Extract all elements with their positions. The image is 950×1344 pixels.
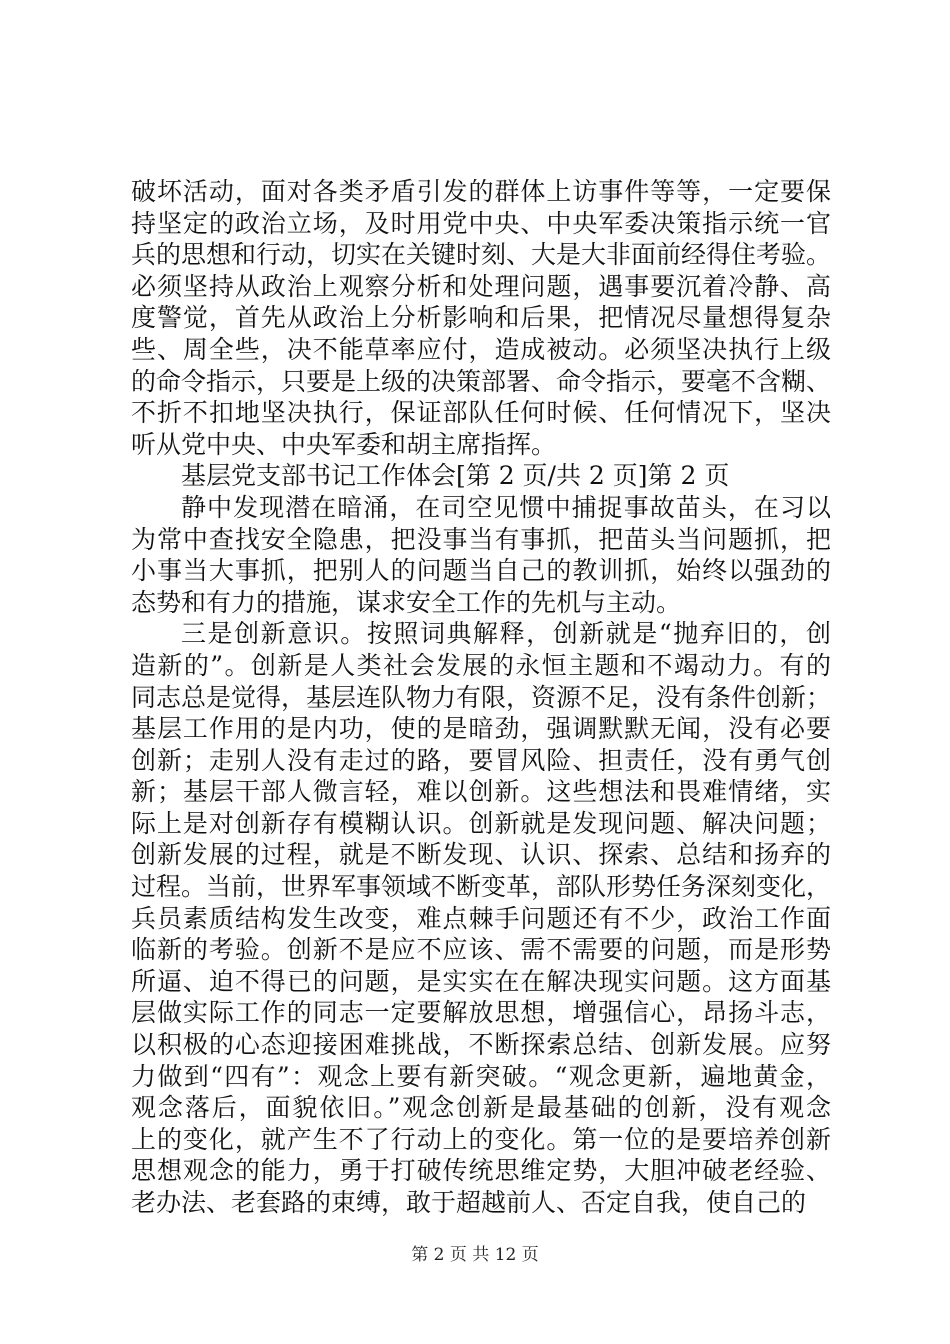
document-body xyxy=(131,176,831,1219)
text-line: 兵员素质结构发生改变，难点棘手问题还有不少，政治工作面 xyxy=(131,903,831,933)
text-line: 创新；走别人没有走过的路，要冒风险、担责任，没有勇气创 xyxy=(131,745,831,775)
text-line: 老办法、老套路的束缚，敢于超越前人、否定自我，使自己的 xyxy=(131,1188,807,1217)
text-line: 静中发现潜在暗涌，在司空见惯中捕捉事故苗头，在习以 xyxy=(181,492,831,522)
text-line: 的命令指示，只要是上级的决策部署、命令指示，要毫不含糊、 xyxy=(131,366,832,396)
text-line: 三是创新意识。按照词典解释，创新就是“抛弃旧的，创 xyxy=(181,619,831,649)
text-line: 造新的”。创新是人类社会发展的永恒主题和不竭动力。有的 xyxy=(131,650,831,680)
text-line: 听从党中央、中央军委和胡主席指挥。 xyxy=(131,429,557,459)
text-line: 所逼、迫不得已的问题，是实实在在解决现实问题。这方面基 xyxy=(131,966,831,996)
text-line: 些、周全些，决不能草率应付，造成被动。必须坚决执行上级 xyxy=(131,334,831,364)
text-line: 上的变化，就产生不了行动上的变化。第一位的是要培养创新 xyxy=(131,1124,831,1154)
text-line: 度警觉，首先从政治上分析影响和后果，把情况尽量想得复杂 xyxy=(131,303,831,333)
text-line: 必须坚持从政治上观察分析和处理问题，遇事要沉着冷静、高 xyxy=(131,271,831,301)
text-line: 临新的考验。创新不是应不应该、需不需要的问题，而是形势 xyxy=(131,935,831,965)
text-line: 新；基层干部人微言轻，难以创新。这些想法和畏难情绪，实 xyxy=(131,777,831,807)
text-line: 兵的思想和行动，切实在关键时刻、大是大非面前经得住考验。 xyxy=(131,240,832,270)
text-line: 际上是对创新存有模糊认识。创新就是发现问题、解决问题； xyxy=(131,808,831,838)
text-line: 持坚定的政治立场，及时用党中央、中央军委决策指示统一官 xyxy=(131,208,831,238)
text-line: 观念落后，面貌依旧。”观念创新是最基础的创新，没有观念 xyxy=(131,1093,831,1123)
page-footer: 第 2 页 共 12 页 xyxy=(411,1245,539,1265)
text-line: 思想观念的能力，勇于打破传统思维定势，大胆冲破老经验、 xyxy=(131,1156,831,1186)
text-line: 以积极的心态迎接困难挑战，不断探索总结、创新发展。应努 xyxy=(131,1030,831,1060)
text-line: 不折不扣地坚决执行，保证部队任何时候、任何情况下，坚决 xyxy=(131,398,831,428)
text-line: 过程。当前，世界军事领域不断变革，部队形势任务深刻变化， xyxy=(131,872,832,902)
text-line: 破坏活动，面对各类矛盾引发的群体上访事件等等，一定要保 xyxy=(131,177,831,206)
text-line: 创新发展的过程，就是不断发现、认识、探索、总结和扬弃的 xyxy=(131,840,831,870)
text-line: 基层党支部书记工作体会[第 2 页/共 2 页]第 2 页 xyxy=(181,461,730,491)
text-line: 基层工作用的是内功，使的是暗劲，强调默默无闻，没有必要 xyxy=(131,714,831,744)
text-line: 为常中查找安全隐患，把没事当有事抓，把苗头当问题抓，把 xyxy=(131,524,831,554)
text-line: 同志总是觉得，基层连队物力有限，资源不足，没有条件创新； xyxy=(131,682,832,712)
text-line: 层做实际工作的同志一定要解放思想，增强信心，昂扬斗志， xyxy=(131,998,831,1028)
text-line: 力做到“四有”：观念上要有新突破。“观念更新，遍地黄金， xyxy=(131,1061,831,1091)
text-line: 小事当大事抓，把别人的问题当自己的教训抓，始终以强劲的 xyxy=(131,556,831,586)
text-line: 态势和有力的措施，谋求安全工作的先机与主动。 xyxy=(131,587,682,617)
